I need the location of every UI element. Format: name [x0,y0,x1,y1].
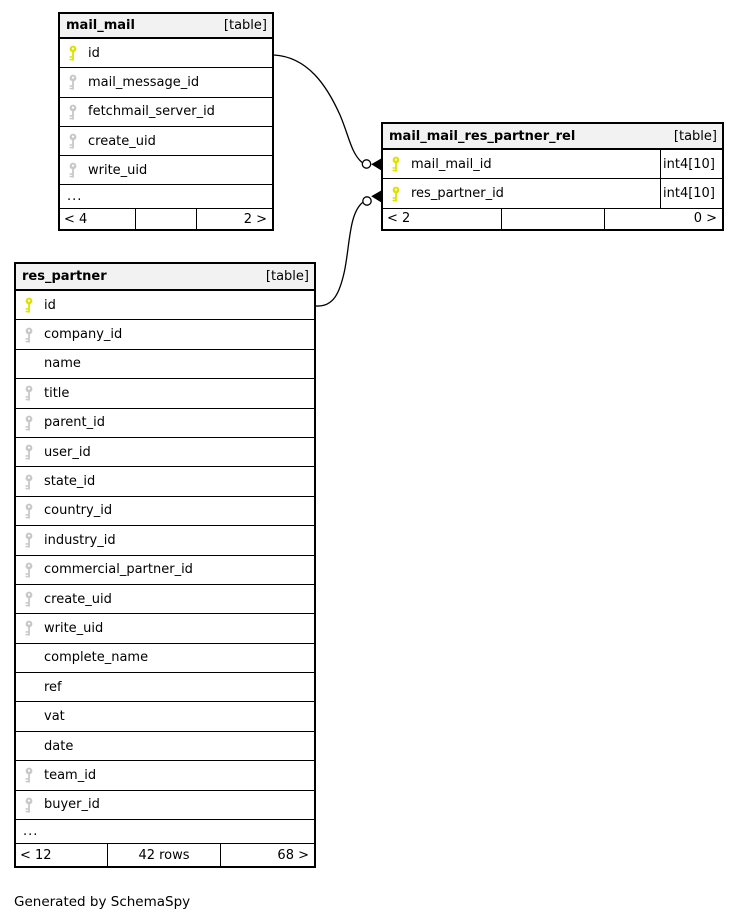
column-row-company_id [16,320,314,349]
column-row-vat [16,702,314,731]
foreign-key-icon [60,133,88,149]
column-row-commercial_partner_id [16,556,314,585]
column-row-id [16,291,314,320]
table-footer [383,209,722,229]
column-name: vat [44,709,65,725]
footer-related-left-cell: < 12 [16,844,108,866]
foreign-key-icon [16,444,44,460]
er-table-mail_mail [58,12,274,231]
footer-related-right-cell: 0 > [693,211,717,227]
footer-related-left-cell: < 2 [383,209,502,229]
column-row-fetchmail_server_id [60,98,272,127]
column-row-user_id [16,438,314,467]
hidden-columns-ellipsis-row: ... [60,185,272,209]
column-type: int4[10] [660,179,722,207]
footer-rows-count-cell [502,209,605,229]
primary-key-icon [383,186,411,202]
footer-related-right-cell: 68 > [277,847,309,863]
column-row-name [16,350,314,379]
column-row-state_id [16,467,314,496]
column-name: name [44,356,81,372]
column-name: res_partner_id [411,186,504,202]
column-name: create_uid [44,591,112,607]
column-name: mail_mail_id [411,156,492,172]
relationship-edge [316,203,363,307]
footer-related-right-cell: 2 > [243,211,267,227]
column-name: company_id [44,327,123,343]
table-footer [16,844,314,866]
column-row-industry_id [16,526,314,555]
foreign-key-icon [16,620,44,636]
column-name: fetchmail_server_id [88,104,215,120]
table-kind-label: [table] [673,128,717,144]
column-name: write_uid [44,620,104,636]
cardinality-zero-circle-icon [362,160,370,168]
schemaspy-credit-label: Generated by SchemaSpy [14,894,191,910]
column-name: country_id [44,503,113,519]
column-name: title [44,385,70,401]
column-row-create_uid [60,127,272,156]
column-name: write_uid [88,162,148,178]
foreign-key-icon [60,162,88,178]
primary-key-icon [16,297,44,313]
foreign-key-icon [16,532,44,548]
column-row-res_partner_id [383,179,722,208]
column-name: id [88,45,100,61]
footer-rows-count-cell [136,209,197,229]
column-row-country_id [16,497,314,526]
foreign-key-icon [16,385,44,401]
column-row-parent_id [16,409,314,438]
footer-rows-count-cell: 42 rows [108,844,221,866]
foreign-key-icon [60,104,88,120]
column-row-complete_name [16,644,314,673]
column-name: team_id [44,767,97,783]
column-name: mail_message_id [88,74,200,90]
column-name: create_uid [88,133,156,149]
cardinality-many-crowfoot-icon [371,159,381,171]
column-name: ref [44,679,62,695]
column-name: id [44,297,56,313]
column-row-ref [16,673,314,702]
column-row-date [16,732,314,761]
column-row-mail_mail_id [383,150,722,179]
hidden-columns-ellipsis-row: ... [16,820,314,844]
cardinality-zero-circle-icon [363,197,371,205]
table-header [16,264,314,291]
relationship-edge [274,55,362,163]
table-header [383,124,722,150]
table-name[interactable]: res_partner [22,269,107,284]
column-row-mail_message_id [60,68,272,97]
foreign-key-icon [16,591,44,607]
column-name: date [44,738,74,754]
column-row-write_uid [60,156,272,185]
foreign-key-icon [16,415,44,431]
cardinality-many-crowfoot-icon [371,191,381,203]
primary-key-icon [60,45,88,61]
column-row-write_uid [16,614,314,643]
foreign-key-icon [16,327,44,343]
foreign-key-icon [16,474,44,490]
table-header [60,14,272,39]
foreign-key-icon [16,503,44,519]
er-table-res_partner [14,262,316,868]
column-name: commercial_partner_id [44,562,193,578]
column-name: user_id [44,444,91,460]
er-table-mail_mail_res_partner_rel [381,122,724,231]
column-name: buyer_id [44,797,100,813]
foreign-key-icon [16,767,44,783]
column-row-create_uid [16,585,314,614]
footer-related-left-cell: < 4 [60,209,136,229]
table-footer [60,209,272,229]
fk-edge-res-partner-id [316,191,381,306]
foreign-key-icon [16,797,44,813]
table-kind-label: [table] [223,18,267,33]
fk-edge-mail-mail-id [274,55,381,170]
table-kind-label: [table] [265,269,309,284]
column-row-title [16,379,314,408]
column-row-id [60,39,272,68]
foreign-key-icon [16,562,44,578]
foreign-key-icon [60,74,88,90]
column-row-buyer_id [16,791,314,820]
column-name: parent_id [44,415,105,431]
table-name[interactable]: mail_mail [66,18,135,33]
table-name[interactable]: mail_mail_res_partner_rel [389,128,576,144]
column-type: int4[10] [660,150,722,178]
column-name: industry_id [44,532,116,548]
column-name: state_id [44,474,96,490]
primary-key-icon [383,156,411,172]
column-name: complete_name [44,650,149,666]
column-row-team_id [16,761,314,790]
